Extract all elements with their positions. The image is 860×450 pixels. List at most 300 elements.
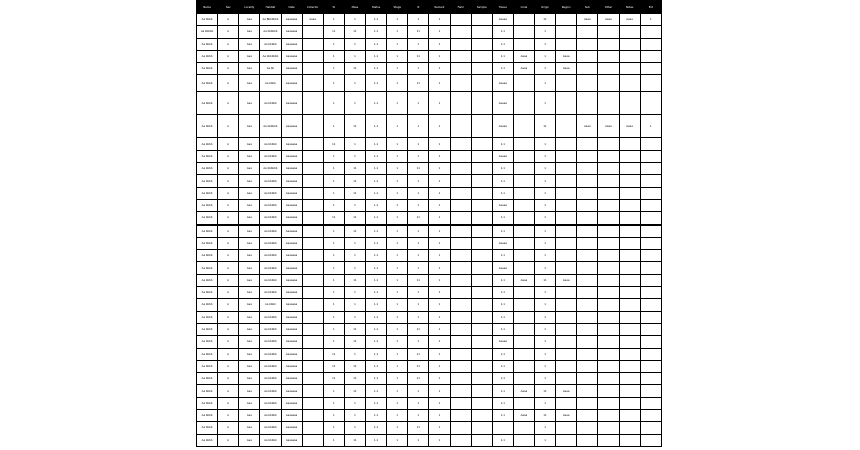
table-cell: 1 bbox=[344, 75, 365, 92]
table-cell: Aaa bbox=[239, 422, 260, 434]
table-cell bbox=[640, 38, 661, 50]
column-header[interactable]: Ext bbox=[640, 1, 661, 14]
table-cell: Aa bbbb bbox=[197, 199, 218, 211]
table-cell: 1,1 bbox=[366, 360, 387, 372]
table-cell: 1,1 bbox=[492, 274, 513, 286]
column-header[interactable]: Tissue bbox=[492, 1, 513, 14]
table-cell bbox=[471, 397, 492, 409]
table-cell bbox=[640, 187, 661, 199]
table-cell: Aaa bbox=[239, 348, 260, 360]
column-header[interactable]: N bbox=[408, 1, 429, 14]
table-row[interactable] bbox=[197, 311, 662, 323]
table-cell: A bbox=[218, 373, 239, 385]
table-cell bbox=[556, 175, 577, 187]
table-cell: 1 bbox=[429, 175, 450, 187]
table-cell: Aaaaaaa bbox=[281, 50, 302, 62]
table-cell bbox=[577, 225, 598, 238]
column-header[interactable]: Mass bbox=[344, 1, 365, 14]
table-cell: 11 bbox=[408, 26, 429, 38]
table-cell bbox=[640, 397, 661, 409]
table-cell: Aa bbbbb bbox=[260, 434, 281, 446]
table-cell: 1 bbox=[387, 75, 408, 92]
table-cell bbox=[513, 38, 534, 50]
table-cell: 1 bbox=[387, 274, 408, 286]
table-cell bbox=[471, 373, 492, 385]
table-cell: A bbox=[218, 92, 239, 115]
table-cell bbox=[450, 360, 471, 372]
table-cell bbox=[302, 163, 323, 175]
table-cell bbox=[598, 323, 619, 335]
table-cell: 1 bbox=[344, 92, 365, 115]
table-row[interactable] bbox=[197, 299, 662, 311]
table-cell: Aaa bbox=[239, 410, 260, 422]
table-cell bbox=[556, 422, 577, 434]
table-cell: 1,1 bbox=[366, 237, 387, 249]
table-cell: Aaa bbox=[239, 14, 260, 26]
table-row[interactable] bbox=[197, 323, 662, 335]
table-cell: 1 bbox=[535, 287, 556, 299]
table-cell: 1,1 bbox=[366, 250, 387, 262]
table-cell bbox=[556, 212, 577, 225]
column-header[interactable]: Sex bbox=[218, 1, 239, 14]
table-cell: 11 bbox=[344, 212, 365, 225]
table-cell: 1,1 bbox=[366, 262, 387, 274]
table-row[interactable] bbox=[197, 38, 662, 50]
table-cell: 1 bbox=[387, 336, 408, 348]
table-cell: 1 bbox=[387, 115, 408, 138]
table-cell: 1 bbox=[535, 175, 556, 187]
table-cell bbox=[556, 199, 577, 211]
table-cell: 1 bbox=[535, 26, 556, 38]
table-cell: 1 bbox=[429, 410, 450, 422]
column-header[interactable]: Sample bbox=[471, 1, 492, 14]
table-row[interactable] bbox=[197, 199, 662, 211]
table-cell bbox=[556, 397, 577, 409]
column-header[interactable]: Name bbox=[197, 1, 218, 14]
table-cell bbox=[577, 287, 598, 299]
table-cell: A bbox=[218, 410, 239, 422]
table-cell bbox=[640, 199, 661, 211]
table-cell bbox=[513, 163, 534, 175]
table-row[interactable] bbox=[197, 385, 662, 397]
table-cell bbox=[450, 175, 471, 187]
table-row[interactable] bbox=[197, 150, 662, 162]
table-cell: 1 bbox=[323, 287, 344, 299]
table-cell: 1 bbox=[323, 199, 344, 211]
table-cell bbox=[471, 287, 492, 299]
table-cell: Aaa bbox=[239, 237, 260, 249]
table-cell bbox=[619, 410, 640, 422]
table-cell bbox=[513, 175, 534, 187]
table-row[interactable] bbox=[197, 75, 662, 92]
table-cell: Aaaa bbox=[513, 385, 534, 397]
table-cell: Aaa bbox=[239, 287, 260, 299]
table-cell bbox=[640, 26, 661, 38]
table-row[interactable] bbox=[197, 250, 662, 262]
table-cell bbox=[302, 250, 323, 262]
table-cell bbox=[302, 38, 323, 50]
table-cell bbox=[450, 250, 471, 262]
table-cell: 11 bbox=[408, 274, 429, 286]
table-cell: 1 bbox=[429, 422, 450, 434]
table-cell bbox=[577, 336, 598, 348]
table-cell bbox=[513, 237, 534, 249]
table-cell bbox=[577, 299, 598, 311]
table-cell: 1 bbox=[408, 175, 429, 187]
table-cell: Aaa bbox=[239, 385, 260, 397]
table-cell: 1 bbox=[429, 92, 450, 115]
table-cell: Aaa bbox=[239, 434, 260, 446]
table-cell: 1 bbox=[429, 360, 450, 372]
table-cell bbox=[450, 323, 471, 335]
table-cell: 1 bbox=[429, 299, 450, 311]
table-row[interactable] bbox=[197, 175, 662, 187]
table-cell: 1 bbox=[429, 287, 450, 299]
table-cell bbox=[450, 373, 471, 385]
table-cell bbox=[577, 75, 598, 92]
table-cell: Aa bbbb bbox=[197, 385, 218, 397]
table-cell bbox=[450, 348, 471, 360]
table-cell bbox=[302, 50, 323, 62]
column-header[interactable]: Collector bbox=[302, 1, 323, 14]
table-cell: 1,1 bbox=[366, 63, 387, 75]
table-cell: A bbox=[218, 274, 239, 286]
table-cell bbox=[450, 274, 471, 286]
table-cell bbox=[619, 434, 640, 446]
table-cell: Aa bbbb bbox=[197, 311, 218, 323]
table-cell bbox=[513, 287, 534, 299]
table-cell bbox=[471, 323, 492, 335]
data-table-sheet bbox=[196, 0, 662, 450]
table-cell bbox=[302, 75, 323, 92]
table-cell: A bbox=[218, 348, 239, 360]
column-header[interactable]: Remark bbox=[429, 1, 450, 14]
table-cell bbox=[556, 262, 577, 274]
table-cell: 11 bbox=[323, 26, 344, 38]
table-cell bbox=[619, 138, 640, 150]
table-cell: 1 bbox=[408, 150, 429, 162]
table-cell: Aa bb bbox=[260, 63, 281, 75]
table-cell: 1 bbox=[323, 410, 344, 422]
table-cell bbox=[598, 287, 619, 299]
table-cell: 11 bbox=[344, 434, 365, 446]
table-cell bbox=[640, 150, 661, 162]
table-cell: 1 bbox=[387, 311, 408, 323]
table-cell bbox=[598, 225, 619, 238]
table-cell bbox=[577, 323, 598, 335]
table-cell bbox=[513, 311, 534, 323]
table-cell bbox=[513, 115, 534, 138]
table-cell bbox=[450, 138, 471, 150]
table-cell: 1 bbox=[387, 422, 408, 434]
table-cell: Aa bbbb bbox=[197, 410, 218, 422]
column-header[interactable]: Stage bbox=[387, 1, 408, 14]
table-cell bbox=[450, 199, 471, 211]
table-cell bbox=[513, 212, 534, 225]
table-cell: 1 bbox=[344, 287, 365, 299]
table-cell: 1 bbox=[535, 299, 556, 311]
table-cell: 1 bbox=[387, 212, 408, 225]
table-cell bbox=[471, 26, 492, 38]
table-cell bbox=[619, 26, 640, 38]
table-cell: 1 bbox=[344, 50, 365, 62]
table-cell bbox=[302, 299, 323, 311]
table-cell: 11 bbox=[323, 212, 344, 225]
column-header[interactable]: Notes bbox=[619, 1, 640, 14]
table-cell: A bbox=[218, 115, 239, 138]
table-cell: 1 bbox=[535, 38, 556, 50]
table-cell: 1 bbox=[323, 323, 344, 335]
table-cell: 1 bbox=[535, 422, 556, 434]
table-cell: Aa bbbbbb bbox=[260, 163, 281, 175]
table-cell: Aaaaaaa bbox=[281, 14, 302, 26]
table-cell: A bbox=[218, 323, 239, 335]
table-cell: Aa bbbb bbox=[197, 38, 218, 50]
table-cell: Aa bbbbb bbox=[260, 225, 281, 238]
table-cell: 1 bbox=[323, 115, 344, 138]
table-cell bbox=[450, 63, 471, 75]
table-cell bbox=[598, 212, 619, 225]
table-cell bbox=[513, 397, 534, 409]
table-cell bbox=[640, 75, 661, 92]
table-cell: 1,1 bbox=[366, 14, 387, 26]
table-row[interactable] bbox=[197, 410, 662, 422]
table-header bbox=[197, 1, 662, 14]
table-cell: 1 bbox=[387, 287, 408, 299]
table-cell: Aaaaaaa bbox=[281, 250, 302, 262]
table-cell: Aa bbbb bbox=[260, 75, 281, 92]
table-cell: Aaaa bbox=[577, 115, 598, 138]
table-cell: Aaaaa bbox=[492, 92, 513, 115]
table-cell bbox=[302, 397, 323, 409]
table-cell bbox=[302, 199, 323, 211]
table-cell: A bbox=[218, 225, 239, 238]
table-cell bbox=[556, 336, 577, 348]
table-cell: Aaaaaaa bbox=[281, 336, 302, 348]
table-cell bbox=[577, 274, 598, 286]
table-cell: 1 bbox=[429, 385, 450, 397]
table-row[interactable] bbox=[197, 26, 662, 38]
column-header[interactable]: Sub bbox=[577, 1, 598, 14]
table-row[interactable] bbox=[197, 115, 662, 138]
table-cell bbox=[302, 287, 323, 299]
table-cell: Aaa bbox=[239, 323, 260, 335]
table-cell: 11 bbox=[344, 115, 365, 138]
table-cell bbox=[556, 360, 577, 372]
table-row[interactable] bbox=[197, 422, 662, 434]
table-cell bbox=[640, 274, 661, 286]
table-cell bbox=[450, 14, 471, 26]
table-cell: Aa bbbb bbox=[197, 163, 218, 175]
table-cell: 1 bbox=[323, 434, 344, 446]
table-cell bbox=[513, 299, 534, 311]
table-cell bbox=[556, 138, 577, 150]
table-cell: Aaaaaaa bbox=[281, 212, 302, 225]
table-cell: 11 bbox=[535, 274, 556, 286]
table-cell bbox=[640, 373, 661, 385]
table-cell: Aaaaaaa bbox=[281, 373, 302, 385]
table-cell bbox=[556, 237, 577, 249]
table-cell: 1 bbox=[429, 115, 450, 138]
table-cell bbox=[556, 299, 577, 311]
column-header[interactable]: Habitat bbox=[260, 1, 281, 14]
table-header-row bbox=[197, 1, 662, 14]
table-row[interactable] bbox=[197, 237, 662, 249]
table-row[interactable] bbox=[197, 360, 662, 372]
table-row[interactable] bbox=[197, 274, 662, 286]
table-cell bbox=[598, 385, 619, 397]
table-cell: A bbox=[218, 187, 239, 199]
table-cell bbox=[619, 175, 640, 187]
table-cell bbox=[471, 422, 492, 434]
table-cell: 1,1 bbox=[492, 348, 513, 360]
table-cell: Aaaa bbox=[598, 14, 619, 26]
table-cell: 1,1 bbox=[366, 274, 387, 286]
table-cell: 1 bbox=[640, 115, 661, 138]
table-cell: 1 bbox=[323, 50, 344, 62]
table-cell: 1,1 bbox=[366, 385, 387, 397]
table-row[interactable] bbox=[197, 287, 662, 299]
table-cell: 1 bbox=[429, 138, 450, 150]
table-cell: 1,1 bbox=[492, 323, 513, 335]
table-cell bbox=[302, 26, 323, 38]
table-cell: 1 bbox=[535, 434, 556, 446]
table-cell bbox=[471, 175, 492, 187]
table-cell: Aa bbbbb bbox=[260, 311, 281, 323]
table-cell: Aaaaa bbox=[492, 336, 513, 348]
table-cell bbox=[619, 385, 640, 397]
table-cell: 11 bbox=[344, 26, 365, 38]
table-row[interactable] bbox=[197, 138, 662, 150]
table-cell bbox=[577, 410, 598, 422]
table-cell: 1 bbox=[429, 311, 450, 323]
table-cell: Aaaaaaa bbox=[281, 434, 302, 446]
table-cell: 1 bbox=[387, 397, 408, 409]
table-row[interactable] bbox=[197, 434, 662, 446]
table-row[interactable] bbox=[197, 163, 662, 175]
table-cell: 1 bbox=[323, 187, 344, 199]
table-row[interactable] bbox=[197, 348, 662, 360]
table-cell bbox=[640, 336, 661, 348]
table-row[interactable] bbox=[197, 262, 662, 274]
table-cell bbox=[577, 262, 598, 274]
table-cell bbox=[471, 14, 492, 26]
table-row[interactable] bbox=[197, 225, 662, 238]
table-cell bbox=[640, 225, 661, 238]
table-body bbox=[197, 14, 662, 447]
table-cell: 1,1 bbox=[366, 138, 387, 150]
column-header[interactable]: Other bbox=[598, 1, 619, 14]
table-cell: 1 bbox=[344, 38, 365, 50]
table-cell: Aaaaa bbox=[492, 237, 513, 249]
table-cell: Aaaa bbox=[513, 410, 534, 422]
table-cell bbox=[471, 225, 492, 238]
column-header[interactable]: Code bbox=[513, 1, 534, 14]
table-cell: Aaaaaaa bbox=[281, 397, 302, 409]
table-cell bbox=[471, 75, 492, 92]
table-cell: 1 bbox=[387, 250, 408, 262]
table-row[interactable] bbox=[197, 373, 662, 385]
table-cell: Aaaaaaa bbox=[281, 299, 302, 311]
table-cell bbox=[577, 63, 598, 75]
table-cell bbox=[598, 422, 619, 434]
table-row[interactable] bbox=[197, 397, 662, 409]
table-cell: 1 bbox=[408, 311, 429, 323]
column-header[interactable]: Date bbox=[281, 1, 302, 14]
table-cell: 1 bbox=[323, 150, 344, 162]
column-header[interactable]: Region bbox=[556, 1, 577, 14]
column-header[interactable]: Origin bbox=[535, 1, 556, 14]
table-cell: Aaaaa bbox=[492, 14, 513, 26]
table-cell: 1 bbox=[323, 14, 344, 26]
table-cell: 1,1 bbox=[492, 287, 513, 299]
column-header[interactable]: Field bbox=[450, 1, 471, 14]
table-cell: 11 bbox=[344, 163, 365, 175]
table-cell: 1 bbox=[323, 92, 344, 115]
table-row[interactable] bbox=[197, 336, 662, 348]
table-row[interactable] bbox=[197, 50, 662, 62]
table-cell bbox=[598, 299, 619, 311]
table-cell: Aa bbbb bbox=[197, 150, 218, 162]
table-cell: Aaaaaaa bbox=[281, 237, 302, 249]
table-cell: 1 bbox=[408, 410, 429, 422]
table-cell: Aaaa bbox=[556, 274, 577, 286]
table-cell bbox=[619, 163, 640, 175]
table-cell: 1,1 bbox=[492, 311, 513, 323]
table-cell: Aa bbbbb bbox=[260, 250, 281, 262]
column-header[interactable]: Status bbox=[366, 1, 387, 14]
table-cell bbox=[619, 38, 640, 50]
column-header[interactable]: Locality bbox=[239, 1, 260, 14]
table-cell: 11 bbox=[535, 385, 556, 397]
table-cell: Aa bbbb bbox=[197, 50, 218, 62]
table-row[interactable] bbox=[197, 63, 662, 75]
column-header[interactable]: W bbox=[323, 1, 344, 14]
table-cell bbox=[302, 410, 323, 422]
table-cell: 1,1 bbox=[492, 187, 513, 199]
table-cell bbox=[556, 225, 577, 238]
table-cell: Aaaaaaa bbox=[281, 199, 302, 211]
table-cell: Aa bbbbbbb bbox=[260, 50, 281, 62]
table-cell bbox=[598, 38, 619, 50]
table-cell: Aa bbbbb bbox=[260, 237, 281, 249]
table-cell: Aaa bbox=[239, 75, 260, 92]
table-cell bbox=[513, 373, 534, 385]
table-cell bbox=[302, 212, 323, 225]
table-cell bbox=[302, 225, 323, 238]
table-cell: Aaaaaaa bbox=[281, 385, 302, 397]
table-cell: Aaa bbox=[239, 262, 260, 274]
table-cell bbox=[619, 262, 640, 274]
table-cell: Aa bbbb bbox=[197, 397, 218, 409]
table-row[interactable] bbox=[197, 212, 662, 225]
table-cell bbox=[450, 422, 471, 434]
table-row[interactable] bbox=[197, 187, 662, 199]
table-cell: 11 bbox=[408, 360, 429, 372]
table-cell: Aaa bbox=[239, 212, 260, 225]
table-row[interactable] bbox=[197, 92, 662, 115]
table-cell: 1,1 bbox=[366, 311, 387, 323]
table-cell bbox=[513, 262, 534, 274]
table-row[interactable] bbox=[197, 14, 662, 26]
table-cell: 1,1 bbox=[366, 299, 387, 311]
table-cell bbox=[619, 63, 640, 75]
table-cell bbox=[302, 422, 323, 434]
table-cell: Aa bbbbb bbox=[260, 92, 281, 115]
table-cell bbox=[513, 138, 534, 150]
table-cell bbox=[619, 311, 640, 323]
table-cell: A bbox=[218, 287, 239, 299]
